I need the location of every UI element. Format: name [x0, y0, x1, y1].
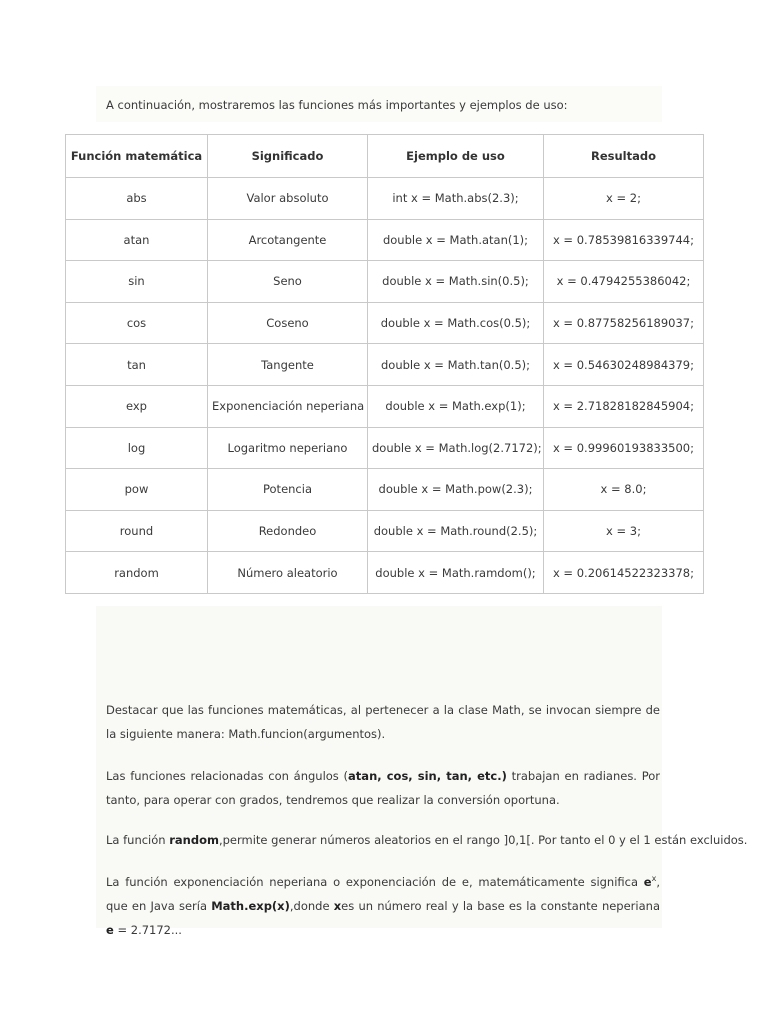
header-funcion: Función matemática [66, 135, 208, 178]
cell-result: x = 0.87758256189037; [544, 302, 704, 344]
cell-result: x = 3; [544, 510, 704, 552]
note-exp-variable: x [333, 899, 342, 913]
note-random-text-a: La función [106, 833, 170, 847]
cell-result: x = 0.20614522323378; [544, 552, 704, 594]
cell-meaning: Número aleatorio [208, 552, 368, 594]
cell-example: double x = Math.pow(2.3); [368, 469, 544, 511]
cell-meaning: Coseno [208, 302, 368, 344]
cell-function: pow [66, 469, 208, 511]
table-row [66, 302, 704, 344]
cell-meaning: Exponenciación neperiana [208, 385, 368, 427]
cell-example: double x = Math.exp(1); [368, 385, 544, 427]
cell-meaning: Seno [208, 261, 368, 303]
cell-example: double x = Math.ramdom(); [368, 552, 544, 594]
intro-text: A continuación, mostraremos las funciones más importantes y ejemplos de uso: [106, 98, 568, 112]
cell-result: x = 2.71828182845904; [544, 385, 704, 427]
note-random-text-c: ,permite generar números aleatorios en el rango ]0,1[. Por tanto el 0 y el 1 están excluidos. [218, 833, 748, 847]
cell-example: double x = Math.log(2.7172); [368, 427, 544, 469]
cell-result: x = 0.54630248984379; [544, 344, 704, 386]
note-exp-text-c: , que en Java sería [106, 875, 660, 913]
cell-example: double x = Math.atan(1); [368, 219, 544, 261]
note-exp-constant: e [106, 923, 114, 937]
table-row [66, 219, 704, 261]
header-ejemplo: Ejemplo de uso [368, 135, 544, 178]
table-row [66, 344, 704, 386]
math-functions-table [65, 134, 704, 594]
cell-function: log [66, 427, 208, 469]
note-math-invocation: Destacar que las funciones matemáticas, al pertenecer a la clase Math, se invocan siempre de la siguiente manera: Math.funcion(argumentos). [106, 703, 660, 741]
note-exp-exponent: x [651, 874, 657, 884]
note-radians-text-c: trabajan en radianes. Por tanto, para operar con grados, tendremos que realizar la conversión oportuna. [106, 769, 661, 807]
cell-meaning: Arcotangente [208, 219, 368, 261]
note-exp [106, 870, 660, 942]
cell-meaning: Redondeo [208, 510, 368, 552]
cell-function: cos [66, 302, 208, 344]
table-row [66, 261, 704, 303]
cell-function: atan [66, 219, 208, 261]
table-row [66, 427, 704, 469]
note-radians [106, 764, 660, 812]
cell-meaning: Potencia [208, 469, 368, 511]
note-exp-text-g: es un número real y la base es la constante neperiana [341, 899, 660, 913]
cell-result: x = 0.99960193833500; [544, 427, 704, 469]
cell-function: abs [66, 178, 208, 220]
header-significado: Significado [208, 135, 368, 178]
table-row [66, 178, 704, 220]
table-header-row [66, 135, 704, 178]
cell-result: x = 0.78539816339744; [544, 219, 704, 261]
note-exp-text-e: ,donde [289, 899, 334, 913]
cell-function: round [66, 510, 208, 552]
note-random [106, 828, 748, 852]
note-exp-method: Math.exp(x) [211, 899, 290, 913]
cell-function: tan [66, 344, 208, 386]
table-row [66, 469, 704, 511]
cell-example: double x = Math.round(2.5); [368, 510, 544, 552]
cell-result: x = 8.0; [544, 469, 704, 511]
header-resultado: Resultado [544, 135, 704, 178]
cell-function: exp [66, 385, 208, 427]
cell-meaning: Tangente [208, 344, 368, 386]
cell-example: double x = Math.cos(0.5); [368, 302, 544, 344]
note-radians-text-a: Las funciones relacionadas con ángulos ( [106, 769, 349, 783]
table-row [66, 385, 704, 427]
cell-result: x = 2; [544, 178, 704, 220]
table-row [66, 510, 704, 552]
note-exp-text-i: = 2.7172... [113, 923, 182, 937]
table-row [66, 552, 704, 594]
cell-result: x = 0.4794255386042; [544, 261, 704, 303]
cell-meaning: Valor absoluto [208, 178, 368, 220]
cell-example: int x = Math.abs(2.3); [368, 178, 544, 220]
cell-example: double x = Math.tan(0.5); [368, 344, 544, 386]
note-exp-base: e [643, 875, 652, 889]
cell-function: sin [66, 261, 208, 303]
cell-function: random [66, 552, 208, 594]
cell-example: double x = Math.sin(0.5); [368, 261, 544, 303]
note-random-keyword: random [169, 833, 219, 847]
note-radians-functions: atan, cos, sin, tan, etc.) [348, 769, 507, 783]
note-exp-text-a: La función exponenciación neperiana o exponenciación de e, matemáticamente significa [106, 875, 644, 889]
cell-meaning: Logaritmo neperiano [208, 427, 368, 469]
